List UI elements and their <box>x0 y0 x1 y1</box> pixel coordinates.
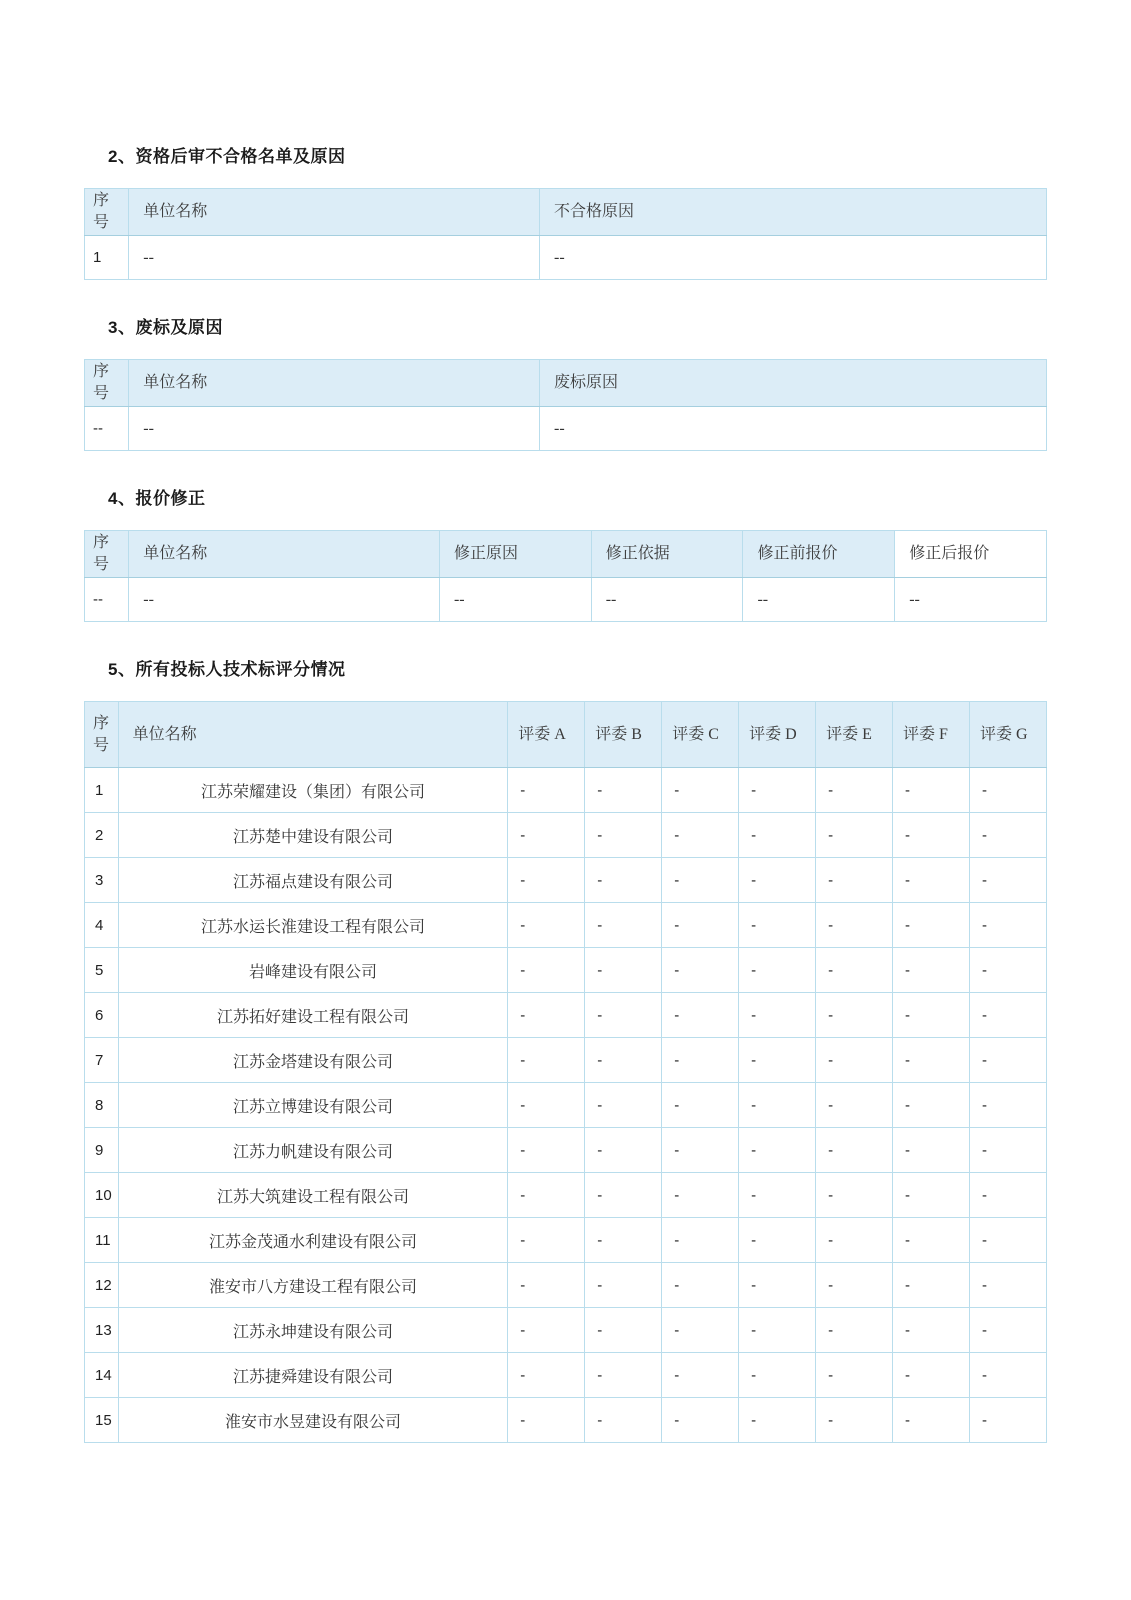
table-cell: - <box>816 858 893 903</box>
table-cell: -- <box>129 407 540 451</box>
table-cell: - <box>816 1353 893 1398</box>
table-row <box>85 1353 1047 1398</box>
table-cell: - <box>970 768 1047 813</box>
table-body <box>85 578 1047 622</box>
table-cell: - <box>662 1218 739 1263</box>
table-row <box>85 407 1047 451</box>
table-cell: - <box>662 858 739 903</box>
table-row <box>85 813 1047 858</box>
table-cell: - <box>970 948 1047 993</box>
table-cell: - <box>508 1263 585 1308</box>
table-cell: - <box>508 948 585 993</box>
table-cell: 8 <box>85 1083 119 1128</box>
section-title: 4、报价修正 <box>108 489 206 508</box>
table-cell: - <box>739 1263 816 1308</box>
table-body <box>85 236 1047 280</box>
section-unqualified-list <box>84 142 1047 280</box>
table-cell: -- <box>895 578 1047 622</box>
column-header: 评委 F <box>893 702 970 768</box>
table-cell: - <box>893 948 970 993</box>
table-cell: - <box>508 1173 585 1218</box>
table-row <box>85 1128 1047 1173</box>
column-header: 序号 <box>85 702 119 768</box>
table-cell: 江苏福点建设有限公司 <box>118 858 508 903</box>
table-cell: - <box>816 1038 893 1083</box>
table-row <box>85 1398 1047 1443</box>
table-row <box>85 1263 1047 1308</box>
table-cell: - <box>662 1173 739 1218</box>
table-cell: - <box>893 1038 970 1083</box>
table-cell: - <box>893 1218 970 1263</box>
table-cell: 4 <box>85 903 119 948</box>
table-cell: - <box>508 1398 585 1443</box>
table-cell: - <box>508 1128 585 1173</box>
table-cell: 2 <box>85 813 119 858</box>
column-header: 评委 G <box>970 702 1047 768</box>
table-cell: - <box>585 1173 662 1218</box>
table-cell: 10 <box>85 1173 119 1218</box>
table-cell: - <box>970 1263 1047 1308</box>
table-cell: - <box>739 768 816 813</box>
table-cell: - <box>585 1398 662 1443</box>
table-cell: - <box>816 768 893 813</box>
table-cell: 12 <box>85 1263 119 1308</box>
table-cell: -- <box>540 407 1047 451</box>
column-header: 单位名称 <box>129 360 540 407</box>
table-header <box>85 531 1047 578</box>
table-cell: 6 <box>85 993 119 1038</box>
table-cell: - <box>739 1398 816 1443</box>
table-cell: - <box>585 1353 662 1398</box>
table-cell: - <box>662 1263 739 1308</box>
table-cell: - <box>893 1173 970 1218</box>
table-cell: - <box>816 1173 893 1218</box>
table-cell: - <box>585 948 662 993</box>
table-cell: 江苏拓好建设工程有限公司 <box>118 993 508 1038</box>
column-header: 序号 <box>85 531 129 578</box>
table-row <box>85 1083 1047 1128</box>
column-header: 序号 <box>85 189 129 236</box>
table-cell: - <box>585 1083 662 1128</box>
table-cell: - <box>585 768 662 813</box>
table-cell: - <box>739 858 816 903</box>
table-cell: - <box>970 1173 1047 1218</box>
section-title: 3、废标及原因 <box>108 318 223 337</box>
table-cell: - <box>970 1398 1047 1443</box>
table-cell: 15 <box>85 1398 119 1443</box>
table-row <box>85 948 1047 993</box>
table-cell: - <box>970 1353 1047 1398</box>
table-cell: - <box>585 1038 662 1083</box>
table-cell: 3 <box>85 858 119 903</box>
table-cell: 11 <box>85 1218 119 1263</box>
table-cell: - <box>893 768 970 813</box>
section-title: 5、所有投标人技术标评分情况 <box>108 660 346 679</box>
table-cell: 江苏捷舜建设有限公司 <box>118 1353 508 1398</box>
table-cell: - <box>816 1308 893 1353</box>
table-cell: - <box>662 768 739 813</box>
table-cell: - <box>662 1398 739 1443</box>
table-cell: - <box>508 858 585 903</box>
header-row <box>85 189 1047 236</box>
section-technical-scores <box>84 655 1047 1443</box>
table-cell: - <box>816 1263 893 1308</box>
table-cell: - <box>508 993 585 1038</box>
table-cell: - <box>585 1218 662 1263</box>
table-cell: - <box>662 813 739 858</box>
table-cell: -- <box>129 236 540 280</box>
table-cell: - <box>508 1353 585 1398</box>
table-cell: - <box>893 903 970 948</box>
table-cell: - <box>662 1353 739 1398</box>
table-row <box>85 578 1047 622</box>
table-cell: - <box>585 858 662 903</box>
table-cell: 5 <box>85 948 119 993</box>
table-cell: - <box>970 993 1047 1038</box>
table-cell: - <box>970 1083 1047 1128</box>
table-cell: 江苏金茂通水利建设有限公司 <box>118 1218 508 1263</box>
table-cell: - <box>508 1218 585 1263</box>
table-cell: - <box>739 993 816 1038</box>
table-cell: - <box>970 1308 1047 1353</box>
table-cell: -- <box>129 578 440 622</box>
table-cell: - <box>662 1038 739 1083</box>
table-cell: 江苏楚中建设有限公司 <box>118 813 508 858</box>
table-cell: - <box>662 993 739 1038</box>
table-cell: - <box>508 1308 585 1353</box>
table-cell: - <box>585 903 662 948</box>
table-cell: - <box>893 1308 970 1353</box>
table-cell: - <box>816 813 893 858</box>
technical-score-table <box>84 701 1047 1443</box>
table-cell: - <box>816 903 893 948</box>
table-cell: - <box>662 1128 739 1173</box>
table-row <box>85 903 1047 948</box>
table-row <box>85 858 1047 903</box>
table-cell: 江苏永坤建设有限公司 <box>118 1308 508 1353</box>
table-cell: -- <box>85 407 129 451</box>
table-cell: - <box>893 1128 970 1173</box>
column-header: 修正后报价 <box>895 531 1047 578</box>
table-row <box>85 768 1047 813</box>
table-cell: - <box>739 1308 816 1353</box>
table-row <box>85 1218 1047 1263</box>
table-cell: - <box>893 813 970 858</box>
table-cell: 淮安市水昱建设有限公司 <box>118 1398 508 1443</box>
table-cell: - <box>585 993 662 1038</box>
table-cell: - <box>816 1083 893 1128</box>
table-cell: 1 <box>85 768 119 813</box>
table-cell: - <box>508 1038 585 1083</box>
table-cell: - <box>662 903 739 948</box>
table-cell: 江苏水运长淮建设工程有限公司 <box>118 903 508 948</box>
table-cell: 岩峰建设有限公司 <box>118 948 508 993</box>
table-cell: 13 <box>85 1308 119 1353</box>
table-cell: 1 <box>85 236 129 280</box>
table-cell: - <box>816 1218 893 1263</box>
column-header: 修正依据 <box>591 531 743 578</box>
column-header: 单位名称 <box>129 531 440 578</box>
table-row <box>85 1038 1047 1083</box>
column-header: 废标原因 <box>540 360 1047 407</box>
table-row <box>85 993 1047 1038</box>
table-cell: - <box>816 993 893 1038</box>
table-cell: - <box>739 1128 816 1173</box>
table-cell: - <box>970 858 1047 903</box>
table-cell: - <box>739 903 816 948</box>
table-cell: - <box>508 768 585 813</box>
table-header <box>85 189 1047 236</box>
header-row <box>85 702 1047 768</box>
table-cell: - <box>739 1218 816 1263</box>
column-header: 评委 E <box>816 702 893 768</box>
column-header: 单位名称 <box>129 189 540 236</box>
column-header: 不合格原因 <box>540 189 1047 236</box>
column-header: 评委 B <box>585 702 662 768</box>
table-cell: - <box>508 813 585 858</box>
table-row <box>85 236 1047 280</box>
table-body <box>85 768 1047 1443</box>
table-cell: 江苏金塔建设有限公司 <box>118 1038 508 1083</box>
table-cell: - <box>970 813 1047 858</box>
column-header: 评委 D <box>739 702 816 768</box>
column-header: 单位名称 <box>118 702 508 768</box>
table-cell: 江苏荣耀建设（集团）有限公司 <box>118 768 508 813</box>
unqualified-table <box>84 188 1047 280</box>
table-cell: - <box>739 1353 816 1398</box>
section-price-correction <box>84 484 1047 622</box>
header-row <box>85 360 1047 407</box>
table-cell: - <box>662 948 739 993</box>
column-header: 评委 A <box>508 702 585 768</box>
price-correction-table <box>84 530 1047 622</box>
table-cell: -- <box>540 236 1047 280</box>
table-cell: - <box>662 1083 739 1128</box>
table-cell: - <box>893 1353 970 1398</box>
table-cell: 淮安市八方建设工程有限公司 <box>118 1263 508 1308</box>
table-cell: 7 <box>85 1038 119 1083</box>
table-cell: - <box>970 1128 1047 1173</box>
table-cell: - <box>893 1263 970 1308</box>
header-row <box>85 531 1047 578</box>
table-cell: 9 <box>85 1128 119 1173</box>
table-cell: - <box>893 993 970 1038</box>
table-cell: - <box>970 903 1047 948</box>
table-cell: 江苏立博建设有限公司 <box>118 1083 508 1128</box>
table-cell: 江苏力帆建设有限公司 <box>118 1128 508 1173</box>
table-cell: - <box>816 1398 893 1443</box>
table-cell: - <box>970 1218 1047 1263</box>
table-cell: -- <box>743 578 895 622</box>
table-cell: - <box>585 1128 662 1173</box>
table-cell: 14 <box>85 1353 119 1398</box>
table-cell: - <box>739 1083 816 1128</box>
column-header: 修正原因 <box>439 531 591 578</box>
table-header <box>85 360 1047 407</box>
table-cell: - <box>739 813 816 858</box>
table-row <box>85 1308 1047 1353</box>
table-cell: - <box>739 1038 816 1083</box>
table-cell: -- <box>591 578 743 622</box>
table-row <box>85 1173 1047 1218</box>
table-cell: - <box>585 1263 662 1308</box>
column-header: 评委 C <box>662 702 739 768</box>
table-cell: - <box>816 948 893 993</box>
table-header <box>85 702 1047 768</box>
table-body <box>85 407 1047 451</box>
table-cell: -- <box>439 578 591 622</box>
table-cell: - <box>508 903 585 948</box>
table-cell: 江苏大筑建设工程有限公司 <box>118 1173 508 1218</box>
invalid-bid-table <box>84 359 1047 451</box>
table-cell: - <box>893 1398 970 1443</box>
column-header: 序号 <box>85 360 129 407</box>
table-cell: - <box>585 813 662 858</box>
table-cell: - <box>970 1038 1047 1083</box>
table-cell: - <box>893 1083 970 1128</box>
section-invalid-bids <box>84 313 1047 451</box>
section-title: 2、资格后审不合格名单及原因 <box>108 147 346 166</box>
table-cell: - <box>816 1128 893 1173</box>
table-cell: - <box>662 1308 739 1353</box>
table-cell: - <box>893 858 970 903</box>
column-header: 修正前报价 <box>743 531 895 578</box>
table-cell: - <box>739 1173 816 1218</box>
table-cell: - <box>585 1308 662 1353</box>
table-cell: - <box>739 948 816 993</box>
table-cell: - <box>508 1083 585 1128</box>
table-cell: -- <box>85 578 129 622</box>
